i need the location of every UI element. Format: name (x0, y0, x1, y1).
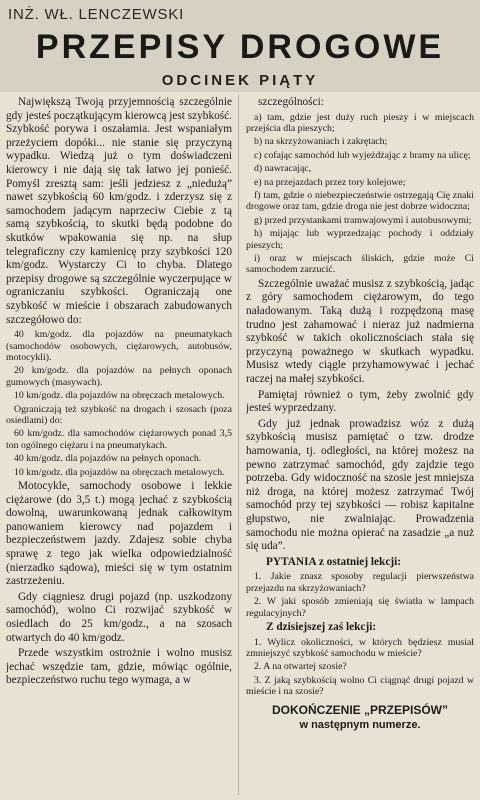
paragraph: Pamiętaj również o tym, żeby zwolnić gdy jesteś wyprzedzany. (246, 388, 474, 415)
paragraph: 40 km/godz. dla pojazdów na pełnych oponach. (14, 453, 202, 465)
paragraph: Największą Twoją przyjemnością szczególnie gdy jesteś początkującym kierowcą jest szybkość. Szybkość porywa i oszałamia. Jest wspaniałym przeżyciem dopóki... nie stanie się przyczyną wypadku. Wiedzą już o tym doświadczeni kierowcy i nie dają się tak łatwo jej ponieść. Pomyśl zresztą sam: jeśli jedziesz z „niedużą” nawet szybkością 60 km/godz. i zderzysz się z samochodem jadącym naprzeciw Ciebie z tą samą szybkością, to skutki będą podobne do skutków wpakowania się np. na słup telegraficzny czy kamienicę przy szybkości 120 km/godz. Wystarczy Ci to chyba. Dlatego przepisy drogowe są szczególnie wyczerpujące w ograniczaniu szybkości. Ograniczają one szybkość w mieście i obszarach zabudowanych szczegółowo do: (6, 96, 232, 326)
paragraph: szczególności: (258, 96, 324, 108)
paragraph: c) cofając samochód lub wyjeżdżając z bramy na ulicę; (254, 149, 471, 161)
paragraph: Szczególnie uważać musisz z szybkością, jadąc z góry samochodem ciężarowym, do tego naładowanym. Taką dużą i rozpędzoną masę trudno jest zahamować i nieraz już nadmierna szybkość w takich okolicznościach stała się przyczyną poważnego w skutkach wypadku. Musisz wtedy ciągle przyhamowywać i jechać raczej na małej szybkości. (246, 277, 474, 386)
paragraph: f) tam, gdzie o niebezpieczeństwie ostrzegają Cię znaki drogowe oraz tam, gdzie droga nie jest dobrze widoczna; (246, 190, 474, 213)
continuation-note: DOKOŃCZENIE „PRZEPISÓW” (271, 702, 448, 717)
episode-subtitle: ODCINEK PIĄTY (161, 72, 319, 89)
article-title: PRZEPISY DROGOWE (35, 28, 445, 66)
continuation-note: w następnym numerze. (299, 718, 421, 731)
paragraph: b) na skrzyżowaniach i zakrętach; (254, 136, 388, 148)
paragraph: 60 km/godz. dla samochodów ciężarowych ponad 3,5 ton ogólnego ciężaru i na pneumatykach. (6, 428, 232, 451)
question: 1. Wylicz okoliczności, w których będziesz musiał zmniejszyć szybkość samochodu w mieście? (246, 636, 474, 659)
paragraph: Przede wszystkim ostrożnie i wolno musisz jechać wszędzie tam, gdzie, mówiąc ogólnie, bezpieczeństwo ruchu tego wymaga, a w (6, 647, 232, 687)
paragraph: Gdy ciągniesz drugi pojazd (np. uszkodzony samochód), wolno Ci rozwijać szybkość w osiedlach do 25 km/godz., a na szosach otwartych do 40 km/godz. (6, 590, 232, 644)
right-column (246, 96, 474, 796)
paragraph: 40 km/godz. dla pojazdów na pneumatykach (samochodów osobowych, ciężarowych, autobusów, motocykli). (6, 329, 232, 363)
paragraph: Motocykle, samochody osobowe i lekkie ciężarowe (do 3,5 t.) mogą jechać z szybkością dowolną, uwarunkowaną jednak całkowitym panowaniem kierowcy nad pojazdem i bezpieczeństwem jazdy. Zdajesz sobie chyba sprawę z tego jak wielka odpowiedzialność (nierzadko sądowa), mieści się w tym ostatnim zastrzeżeniu. (6, 479, 232, 588)
paragraph: h) mijając lub wyprzedzając pochody i oddziały pieszych; (246, 228, 474, 251)
paragraph: Ograniczają też szybkość na drogach i szosach (poza osiedlami) do: (6, 403, 232, 426)
left-column (6, 96, 232, 796)
paragraph: 10 km/godz. dla pojazdów na obręczach metalowych. (14, 466, 225, 478)
paragraph: d) nawracając, (254, 163, 312, 175)
paragraph: 20 km/godz. dla pojazdów na pełnych oponach gumowych (masywach). (6, 365, 232, 388)
paragraph: 10 km/godz. dla pojazdów na obręczach metalowych. (14, 390, 225, 402)
question: 2. A na otwartej szosie? (254, 661, 347, 673)
column-divider (238, 95, 239, 795)
question: 1. Jakie znasz sposoby regulacji pierwszeństwa przejazdu na skrzyżowaniach? (246, 571, 474, 594)
paragraph: i) oraz w miejscach śliskich, gdzie może Ci samochodem zarzucić. (246, 253, 474, 276)
question: 2. W jaki sposób zmieniają się światła w lampach regulacyjnych? (246, 596, 474, 619)
paragraph: g) przed przystankami tramwajowymi i autobusowymi; (254, 214, 472, 226)
paragraph: Gdy już jednak prowadzisz wóz z dużą szybkością musisz pamiętać o tzw. drodze hamowania, tj. odległości, na której możesz na pewno zatrzymać samochód, gdy zajdzie tego potrzeba. Gdy widoczność na szosie jest mniejsza niż droga, na której możesz zatrzymać Twój samochód przy tej szybkości — robisz kapitalne głupstwo, nie zwalniając. Prowadzenia samochodu nie można opierać na zasadzie „a nuż się uda”. (246, 417, 474, 553)
article-header (0, 0, 480, 92)
questions-heading: Z dzisiejszej zaś lekcji: (266, 620, 377, 633)
paragraph: a) tam, gdzie jest duży ruch pieszy i w miejscach przejścia dla pieszych; (246, 111, 474, 134)
author-byline: INŻ. WŁ. LENCZEWSKI (8, 6, 185, 23)
questions-heading: PYTANIA z ostatniej lekcji: (266, 555, 402, 568)
paragraph: e) na przejazdach przez tory kolejowe; (254, 176, 406, 188)
question: 3. Z jaką szybkością wolno Ci ciągnąć drugi pojazd w mieście i na szosie? (246, 674, 474, 698)
